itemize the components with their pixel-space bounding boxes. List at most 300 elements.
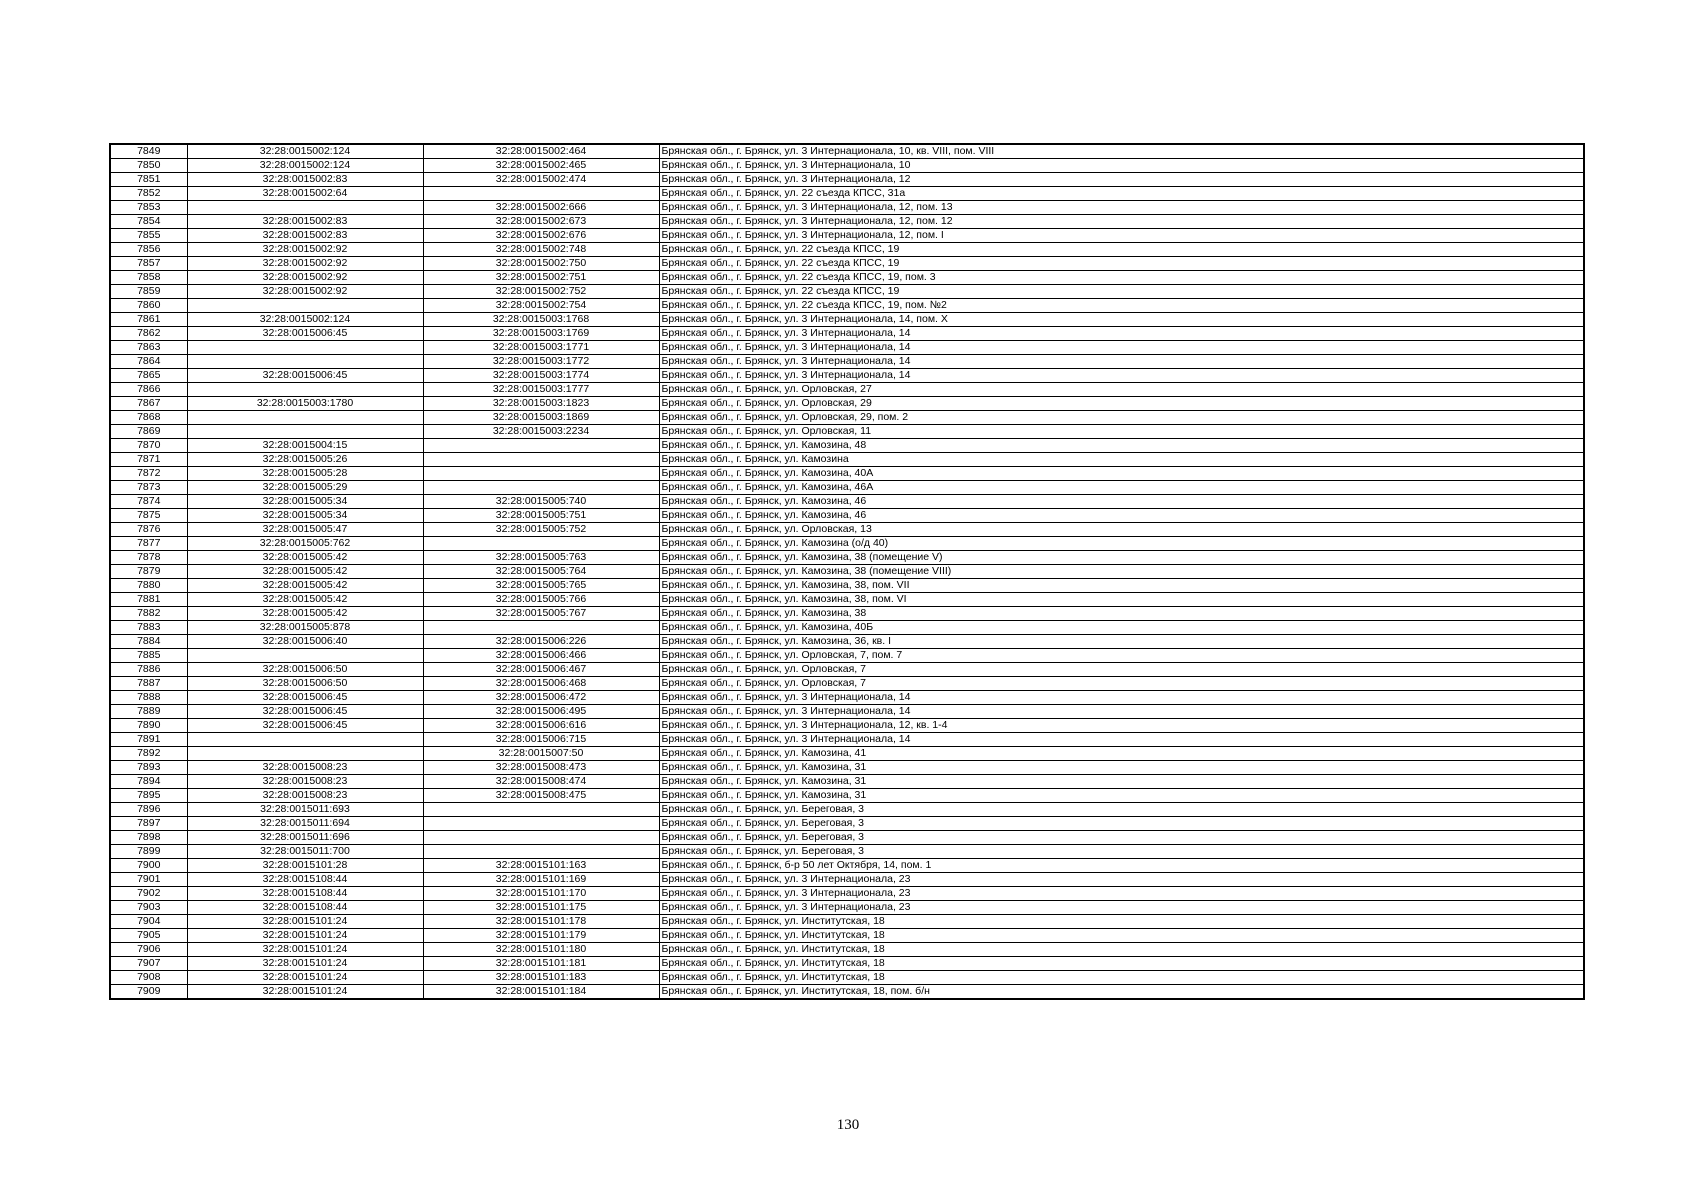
object-cadastral-number-cell (423, 845, 659, 859)
address-cell: Брянская обл., г. Брянск, ул. Институтская, 18 (659, 929, 1584, 943)
address-cell: Брянская обл., г. Брянск, ул. Институтская, 18 (659, 943, 1584, 957)
object-cadastral-number-cell: 32:28:0015002:750 (423, 257, 659, 271)
object-cadastral-number-cell: 32:28:0015005:765 (423, 579, 659, 593)
object-cadastral-number-cell: 32:28:0015003:1771 (423, 341, 659, 355)
row-number-cell: 7881 (110, 593, 187, 607)
row-number-cell: 7866 (110, 383, 187, 397)
table-row (110, 495, 1584, 509)
land-cadastral-number-cell (187, 341, 423, 355)
row-number-cell: 7880 (110, 579, 187, 593)
address-cell: Брянская обл., г. Брянск, ул. 3 Интернационала, 14 (659, 355, 1584, 369)
land-cadastral-number-cell: 32:28:0015005:26 (187, 453, 423, 467)
object-cadastral-number-cell: 32:28:0015002:666 (423, 201, 659, 215)
address-cell: Брянская обл., г. Брянск, ул. Институтская, 18 (659, 971, 1584, 985)
table-row (110, 873, 1584, 887)
row-number-cell: 7860 (110, 299, 187, 313)
land-cadastral-number-cell: 32:28:0015003:1780 (187, 397, 423, 411)
object-cadastral-number-cell: 32:28:0015006:226 (423, 635, 659, 649)
land-cadastral-number-cell: 32:28:0015101:28 (187, 859, 423, 873)
object-cadastral-number-cell: 32:28:0015101:183 (423, 971, 659, 985)
object-cadastral-number-cell: 32:28:0015101:181 (423, 957, 659, 971)
land-cadastral-number-cell: 32:28:0015006:50 (187, 663, 423, 677)
table-row (110, 649, 1584, 663)
address-cell: Брянская обл., г. Брянск, ул. Береговая, 3 (659, 831, 1584, 845)
object-cadastral-number-cell (423, 803, 659, 817)
row-number-cell: 7890 (110, 719, 187, 733)
table-row (110, 607, 1584, 621)
row-number-cell: 7867 (110, 397, 187, 411)
address-cell: Брянская обл., г. Брянск, ул. Камозина, 36, кв. I (659, 635, 1584, 649)
object-cadastral-number-cell: 32:28:0015003:1869 (423, 411, 659, 425)
object-cadastral-number-cell: 32:28:0015008:475 (423, 789, 659, 803)
address-cell: Брянская обл., г. Брянск, ул. 3 Интернационала, 14 (659, 733, 1584, 747)
land-cadastral-number-cell: 32:28:0015101:24 (187, 915, 423, 929)
object-cadastral-number-cell: 32:28:0015007:50 (423, 747, 659, 761)
table-row (110, 691, 1584, 705)
land-cadastral-number-cell: 32:28:0015005:42 (187, 565, 423, 579)
address-cell: Брянская обл., г. Брянск, ул. 3 Интернационала, 14 (659, 691, 1584, 705)
address-cell: Брянская обл., г. Брянск, ул. 22 съезда КПСС, 19, пом. 3 (659, 271, 1584, 285)
address-cell: Брянская обл., г. Брянск, ул. 22 съезда КПСС, 19 (659, 243, 1584, 257)
row-number-cell: 7862 (110, 327, 187, 341)
row-number-cell: 7887 (110, 677, 187, 691)
address-cell: Брянская обл., г. Брянск, ул. 3 Интернационала, 14, пом. X (659, 313, 1584, 327)
address-cell: Брянская обл., г. Брянск, ул. 22 съезда КПСС, 19 (659, 257, 1584, 271)
address-cell: Брянская обл., г. Брянск, ул. 3 Интернационала, 12, кв. 1-4 (659, 719, 1584, 733)
row-number-cell: 7889 (110, 705, 187, 719)
table-row (110, 411, 1584, 425)
table-row (110, 523, 1584, 537)
object-cadastral-number-cell (423, 481, 659, 495)
address-cell: Брянская обл., г. Брянск, ул. Камозина, 38, пом. VI (659, 593, 1584, 607)
table-row (110, 271, 1584, 285)
address-cell: Брянская обл., г. Брянск, ул. 3 Интернационала, 10 (659, 159, 1584, 173)
object-cadastral-number-cell: 32:28:0015002:474 (423, 173, 659, 187)
land-cadastral-number-cell: 32:28:0015101:24 (187, 957, 423, 971)
object-cadastral-number-cell (423, 439, 659, 453)
land-cadastral-number-cell: 32:28:0015005:42 (187, 607, 423, 621)
object-cadastral-number-cell: 32:28:0015002:676 (423, 229, 659, 243)
object-cadastral-number-cell (423, 467, 659, 481)
land-cadastral-number-cell: 32:28:0015006:45 (187, 691, 423, 705)
land-cadastral-number-cell: 32:28:0015005:29 (187, 481, 423, 495)
row-number-cell: 7883 (110, 621, 187, 635)
address-cell: Брянская обл., г. Брянск, ул. Береговая, 3 (659, 845, 1584, 859)
address-cell: Брянская обл., г. Брянск, ул. Камозина, 31 (659, 789, 1584, 803)
address-cell: Брянская обл., г. Брянск, ул. Камозина, 31 (659, 775, 1584, 789)
address-cell: Брянская обл., г. Брянск, ул. Камозина, 38 (помещение V) (659, 551, 1584, 565)
address-cell: Брянская обл., г. Брянск, ул. 3 Интернационала, 12, пом. 12 (659, 215, 1584, 229)
table-row (110, 859, 1584, 873)
address-cell: Брянская обл., г. Брянск, ул. 3 Интернационала, 14 (659, 705, 1584, 719)
object-cadastral-number-cell: 32:28:0015003:1769 (423, 327, 659, 341)
row-number-cell: 7908 (110, 971, 187, 985)
table-row (110, 144, 1584, 159)
land-cadastral-number-cell: 32:28:0015101:24 (187, 971, 423, 985)
table-row (110, 803, 1584, 817)
land-cadastral-number-cell: 32:28:0015006:45 (187, 705, 423, 719)
object-cadastral-number-cell: 32:28:0015005:766 (423, 593, 659, 607)
object-cadastral-number-cell: 32:28:0015101:170 (423, 887, 659, 901)
land-cadastral-number-cell: 32:28:0015005:42 (187, 593, 423, 607)
address-cell: Брянская обл., г. Брянск, ул. 3 Интернационала, 23 (659, 873, 1584, 887)
land-cadastral-number-cell (187, 649, 423, 663)
land-cadastral-number-cell: 32:28:0015005:34 (187, 495, 423, 509)
object-cadastral-number-cell: 32:28:0015008:473 (423, 761, 659, 775)
address-cell: Брянская обл., г. Брянск, ул. 3 Интернационала, 10, кв. VIII, пом. VIII (659, 144, 1584, 159)
land-cadastral-number-cell (187, 383, 423, 397)
page-number: 130 (836, 1117, 860, 1133)
table-row (110, 341, 1584, 355)
table-row (110, 313, 1584, 327)
object-cadastral-number-cell: 32:28:0015002:748 (423, 243, 659, 257)
address-cell: Брянская обл., г. Брянск, ул. 3 Интернационала, 14 (659, 369, 1584, 383)
row-number-cell: 7909 (110, 985, 187, 1000)
row-number-cell: 7886 (110, 663, 187, 677)
land-cadastral-number-cell: 32:28:0015006:45 (187, 327, 423, 341)
object-cadastral-number-cell (423, 621, 659, 635)
table-row (110, 663, 1584, 677)
land-cadastral-number-cell: 32:28:0015002:92 (187, 257, 423, 271)
object-cadastral-number-cell: 32:28:0015006:467 (423, 663, 659, 677)
land-cadastral-number-cell: 32:28:0015002:92 (187, 243, 423, 257)
address-cell: Брянская обл., г. Брянск, ул. Камозина, 38 (659, 607, 1584, 621)
object-cadastral-number-cell: 32:28:0015005:752 (423, 523, 659, 537)
land-cadastral-number-cell: 32:28:0015011:694 (187, 817, 423, 831)
land-cadastral-number-cell: 32:28:0015006:45 (187, 719, 423, 733)
address-cell: Брянская обл., г. Брянск, ул. Институтская, 18 (659, 915, 1584, 929)
row-number-cell: 7869 (110, 425, 187, 439)
address-cell: Брянская обл., г. Брянск, ул. Береговая, 3 (659, 817, 1584, 831)
table-row (110, 705, 1584, 719)
land-cadastral-number-cell: 32:28:0015004:15 (187, 439, 423, 453)
row-number-cell: 7861 (110, 313, 187, 327)
object-cadastral-number-cell: 32:28:0015003:1777 (423, 383, 659, 397)
object-cadastral-number-cell: 32:28:0015006:715 (423, 733, 659, 747)
register-table-body (110, 144, 1584, 999)
row-number-cell: 7864 (110, 355, 187, 369)
table-row (110, 985, 1584, 1000)
object-cadastral-number-cell: 32:28:0015006:616 (423, 719, 659, 733)
row-number-cell: 7865 (110, 369, 187, 383)
object-cadastral-number-cell: 32:28:0015006:466 (423, 649, 659, 663)
land-cadastral-number-cell (187, 733, 423, 747)
address-cell: Брянская обл., г. Брянск, ул. Камозина, 31 (659, 761, 1584, 775)
table-row (110, 453, 1584, 467)
object-cadastral-number-cell: 32:28:0015101:184 (423, 985, 659, 1000)
land-cadastral-number-cell: 32:28:0015002:83 (187, 173, 423, 187)
address-cell: Брянская обл., г. Брянск, ул. Камозина, 38 (помещение VIII) (659, 565, 1584, 579)
table-row (110, 425, 1584, 439)
row-number-cell: 7876 (110, 523, 187, 537)
object-cadastral-number-cell: 32:28:0015002:754 (423, 299, 659, 313)
land-cadastral-number-cell: 32:28:0015005:42 (187, 579, 423, 593)
object-cadastral-number-cell: 32:28:0015005:763 (423, 551, 659, 565)
table-row (110, 397, 1584, 411)
row-number-cell: 7895 (110, 789, 187, 803)
land-cadastral-number-cell: 32:28:0015002:64 (187, 187, 423, 201)
object-cadastral-number-cell: 32:28:0015002:465 (423, 159, 659, 173)
address-cell: Брянская обл., г. Брянск, ул. 22 съезда КПСС, 19, пом. №2 (659, 299, 1584, 313)
table-row (110, 243, 1584, 257)
table-row (110, 481, 1584, 495)
address-cell: Брянская обл., г. Брянск, ул. Институтская, 18, пом. б/н (659, 985, 1584, 1000)
row-number-cell: 7853 (110, 201, 187, 215)
object-cadastral-number-cell: 32:28:0015005:764 (423, 565, 659, 579)
object-cadastral-number-cell (423, 453, 659, 467)
address-cell: Брянская обл., г. Брянск, ул. Береговая, 3 (659, 803, 1584, 817)
land-cadastral-number-cell: 32:28:0015101:24 (187, 985, 423, 1000)
address-cell: Брянская обл., г. Брянск, ул. Камозина (659, 453, 1584, 467)
table-row (110, 565, 1584, 579)
row-number-cell: 7898 (110, 831, 187, 845)
table-row (110, 439, 1584, 453)
address-cell: Брянская обл., г. Брянск, ул. Орловская, 13 (659, 523, 1584, 537)
object-cadastral-number-cell: 32:28:0015003:2234 (423, 425, 659, 439)
row-number-cell: 7907 (110, 957, 187, 971)
land-cadastral-number-cell: 32:28:0015006:50 (187, 677, 423, 691)
row-number-cell: 7874 (110, 495, 187, 509)
row-number-cell: 7870 (110, 439, 187, 453)
row-number-cell: 7850 (110, 159, 187, 173)
address-cell: Брянская обл., г. Брянск, ул. Камозина, 48 (659, 439, 1584, 453)
row-number-cell: 7892 (110, 747, 187, 761)
table-row (110, 299, 1584, 313)
table-row (110, 159, 1584, 173)
object-cadastral-number-cell: 32:28:0015002:751 (423, 271, 659, 285)
row-number-cell: 7852 (110, 187, 187, 201)
land-cadastral-number-cell: 32:28:0015002:92 (187, 285, 423, 299)
address-cell: Брянская обл., г. Брянск, ул. Орловская, 29, пом. 2 (659, 411, 1584, 425)
row-number-cell: 7896 (110, 803, 187, 817)
land-cadastral-number-cell: 32:28:0015005:34 (187, 509, 423, 523)
address-cell: Брянская обл., г. Брянск, ул. 3 Интернационала, 23 (659, 887, 1584, 901)
table-row (110, 551, 1584, 565)
table-row (110, 509, 1584, 523)
object-cadastral-number-cell (423, 831, 659, 845)
table-row (110, 215, 1584, 229)
land-cadastral-number-cell: 32:28:0015002:92 (187, 271, 423, 285)
row-number-cell: 7877 (110, 537, 187, 551)
land-cadastral-number-cell (187, 201, 423, 215)
address-cell: Брянская обл., г. Брянск, ул. Орловская, 27 (659, 383, 1584, 397)
table-row (110, 971, 1584, 985)
row-number-cell: 7856 (110, 243, 187, 257)
table-row (110, 733, 1584, 747)
address-cell: Брянская обл., г. Брянск, ул. 3 Интернационала, 12 (659, 173, 1584, 187)
land-cadastral-number-cell: 32:28:0015005:878 (187, 621, 423, 635)
table-row (110, 677, 1584, 691)
land-cadastral-number-cell: 32:28:0015011:700 (187, 845, 423, 859)
address-cell: Брянская обл., г. Брянск, ул. Орловская, 7 (659, 663, 1584, 677)
row-number-cell: 7885 (110, 649, 187, 663)
land-cadastral-number-cell: 32:28:0015002:83 (187, 215, 423, 229)
row-number-cell: 7849 (110, 144, 187, 159)
row-number-cell: 7873 (110, 481, 187, 495)
table-row (110, 831, 1584, 845)
table-row (110, 621, 1584, 635)
land-cadastral-number-cell (187, 425, 423, 439)
object-cadastral-number-cell: 32:28:0015003:1823 (423, 397, 659, 411)
land-cadastral-number-cell: 32:28:0015002:124 (187, 159, 423, 173)
row-number-cell: 7855 (110, 229, 187, 243)
object-cadastral-number-cell: 32:28:0015003:1774 (423, 369, 659, 383)
object-cadastral-number-cell: 32:28:0015101:163 (423, 859, 659, 873)
object-cadastral-number-cell: 32:28:0015005:767 (423, 607, 659, 621)
object-cadastral-number-cell: 32:28:0015101:179 (423, 929, 659, 943)
object-cadastral-number-cell: 32:28:0015101:169 (423, 873, 659, 887)
object-cadastral-number-cell (423, 537, 659, 551)
land-cadastral-number-cell (187, 411, 423, 425)
address-cell: Брянская обл., г. Брянск, ул. Камозина, 46 (659, 509, 1584, 523)
row-number-cell: 7872 (110, 467, 187, 481)
address-cell: Брянская обл., г. Брянск, ул. Камозина, 46А (659, 481, 1584, 495)
table-row (110, 761, 1584, 775)
land-cadastral-number-cell (187, 747, 423, 761)
table-row (110, 467, 1584, 481)
land-cadastral-number-cell: 32:28:0015006:45 (187, 369, 423, 383)
land-cadastral-number-cell: 32:28:0015101:24 (187, 943, 423, 957)
table-row (110, 901, 1584, 915)
address-cell: Брянская обл., г. Брянск, ул. 3 Интернационала, 12, пом. I (659, 229, 1584, 243)
object-cadastral-number-cell: 32:28:0015005:751 (423, 509, 659, 523)
row-number-cell: 7900 (110, 859, 187, 873)
land-cadastral-number-cell: 32:28:0015011:696 (187, 831, 423, 845)
land-cadastral-number-cell: 32:28:0015006:40 (187, 635, 423, 649)
table-row (110, 817, 1584, 831)
address-cell: Брянская обл., г. Брянск, ул. Институтская, 18 (659, 957, 1584, 971)
object-cadastral-number-cell: 32:28:0015101:180 (423, 943, 659, 957)
address-cell: Брянская обл., г. Брянск, ул. Орловская, 7, пом. 7 (659, 649, 1584, 663)
address-cell: Брянская обл., г. Брянск, ул. Камозина, 40А (659, 467, 1584, 481)
table-row (110, 593, 1584, 607)
row-number-cell: 7884 (110, 635, 187, 649)
land-cadastral-number-cell: 32:28:0015005:28 (187, 467, 423, 481)
row-number-cell: 7888 (110, 691, 187, 705)
address-cell: Брянская обл., г. Брянск, ул. 3 Интернационала, 14 (659, 327, 1584, 341)
table-row (110, 537, 1584, 551)
row-number-cell: 7904 (110, 915, 187, 929)
table-row (110, 845, 1584, 859)
object-cadastral-number-cell: 32:28:0015101:178 (423, 915, 659, 929)
table-row (110, 229, 1584, 243)
row-number-cell: 7905 (110, 929, 187, 943)
row-number-cell: 7906 (110, 943, 187, 957)
row-number-cell: 7891 (110, 733, 187, 747)
row-number-cell: 7854 (110, 215, 187, 229)
land-cadastral-number-cell (187, 299, 423, 313)
row-number-cell: 7875 (110, 509, 187, 523)
table-row (110, 285, 1584, 299)
address-cell: Брянская обл., г. Брянск, ул. 3 Интернационала, 23 (659, 901, 1584, 915)
object-cadastral-number-cell: 32:28:0015002:464 (423, 144, 659, 159)
row-number-cell: 7871 (110, 453, 187, 467)
row-number-cell: 7903 (110, 901, 187, 915)
address-cell: Брянская обл., г. Брянск, ул. Камозина (о/д 40) (659, 537, 1584, 551)
land-cadastral-number-cell: 32:28:0015005:47 (187, 523, 423, 537)
row-number-cell: 7901 (110, 873, 187, 887)
row-number-cell: 7878 (110, 551, 187, 565)
object-cadastral-number-cell: 32:28:0015002:673 (423, 215, 659, 229)
land-cadastral-number-cell: 32:28:0015002:124 (187, 144, 423, 159)
table-row (110, 915, 1584, 929)
table-row (110, 943, 1584, 957)
table-row (110, 719, 1584, 733)
land-cadastral-number-cell: 32:28:0015108:44 (187, 873, 423, 887)
object-cadastral-number-cell (423, 817, 659, 831)
address-cell: Брянская обл., г. Брянск, ул. Камозина, 38, пом. VII (659, 579, 1584, 593)
object-cadastral-number-cell: 32:28:0015006:495 (423, 705, 659, 719)
address-cell: Брянская обл., г. Брянск, б-р 50 лет Октября, 14, пом. 1 (659, 859, 1584, 873)
table-row (110, 173, 1584, 187)
table-row (110, 747, 1584, 761)
cadastral-register-table (109, 143, 1585, 1000)
row-number-cell: 7902 (110, 887, 187, 901)
address-cell: Брянская обл., г. Брянск, ул. Камозина, 41 (659, 747, 1584, 761)
row-number-cell: 7879 (110, 565, 187, 579)
object-cadastral-number-cell: 32:28:0015005:740 (423, 495, 659, 509)
address-cell: Брянская обл., г. Брянск, ул. 22 съезда КПСС, 31а (659, 187, 1584, 201)
land-cadastral-number-cell: 32:28:0015005:762 (187, 537, 423, 551)
object-cadastral-number-cell: 32:28:0015002:752 (423, 285, 659, 299)
row-number-cell: 7897 (110, 817, 187, 831)
object-cadastral-number-cell: 32:28:0015003:1772 (423, 355, 659, 369)
table-row (110, 929, 1584, 943)
land-cadastral-number-cell: 32:28:0015108:44 (187, 887, 423, 901)
address-cell: Брянская обл., г. Брянск, ул. 3 Интернационала, 12, пом. 13 (659, 201, 1584, 215)
table-row (110, 775, 1584, 789)
object-cadastral-number-cell: 32:28:0015101:175 (423, 901, 659, 915)
row-number-cell: 7868 (110, 411, 187, 425)
land-cadastral-number-cell (187, 355, 423, 369)
address-cell: Брянская обл., г. Брянск, ул. Орловская, 11 (659, 425, 1584, 439)
address-cell: Брянская обл., г. Брянск, ул. Орловская, 7 (659, 677, 1584, 691)
object-cadastral-number-cell: 32:28:0015006:468 (423, 677, 659, 691)
object-cadastral-number-cell: 32:28:0015006:472 (423, 691, 659, 705)
land-cadastral-number-cell: 32:28:0015108:44 (187, 901, 423, 915)
land-cadastral-number-cell: 32:28:0015008:23 (187, 775, 423, 789)
row-number-cell: 7893 (110, 761, 187, 775)
row-number-cell: 7863 (110, 341, 187, 355)
row-number-cell: 7851 (110, 173, 187, 187)
table-row (110, 187, 1584, 201)
address-cell: Брянская обл., г. Брянск, ул. 3 Интернационала, 14 (659, 341, 1584, 355)
table-row (110, 327, 1584, 341)
table-row (110, 355, 1584, 369)
table-row (110, 257, 1584, 271)
land-cadastral-number-cell: 32:28:0015008:23 (187, 789, 423, 803)
table-row (110, 383, 1584, 397)
land-cadastral-number-cell: 32:28:0015008:23 (187, 761, 423, 775)
address-cell: Брянская обл., г. Брянск, ул. 22 съезда КПСС, 19 (659, 285, 1584, 299)
land-cadastral-number-cell: 32:28:0015002:83 (187, 229, 423, 243)
land-cadastral-number-cell: 32:28:0015005:42 (187, 551, 423, 565)
land-cadastral-number-cell: 32:28:0015011:693 (187, 803, 423, 817)
address-cell: Брянская обл., г. Брянск, ул. Камозина, 40Б (659, 621, 1584, 635)
object-cadastral-number-cell (423, 187, 659, 201)
row-number-cell: 7882 (110, 607, 187, 621)
land-cadastral-number-cell: 32:28:0015101:24 (187, 929, 423, 943)
table-row (110, 635, 1584, 649)
row-number-cell: 7899 (110, 845, 187, 859)
row-number-cell: 7894 (110, 775, 187, 789)
row-number-cell: 7858 (110, 271, 187, 285)
address-cell: Брянская обл., г. Брянск, ул. Орловская, 29 (659, 397, 1584, 411)
address-cell: Брянская обл., г. Брянск, ул. Камозина, 46 (659, 495, 1584, 509)
table-row (110, 579, 1584, 593)
land-cadastral-number-cell: 32:28:0015002:124 (187, 313, 423, 327)
table-row (110, 789, 1584, 803)
